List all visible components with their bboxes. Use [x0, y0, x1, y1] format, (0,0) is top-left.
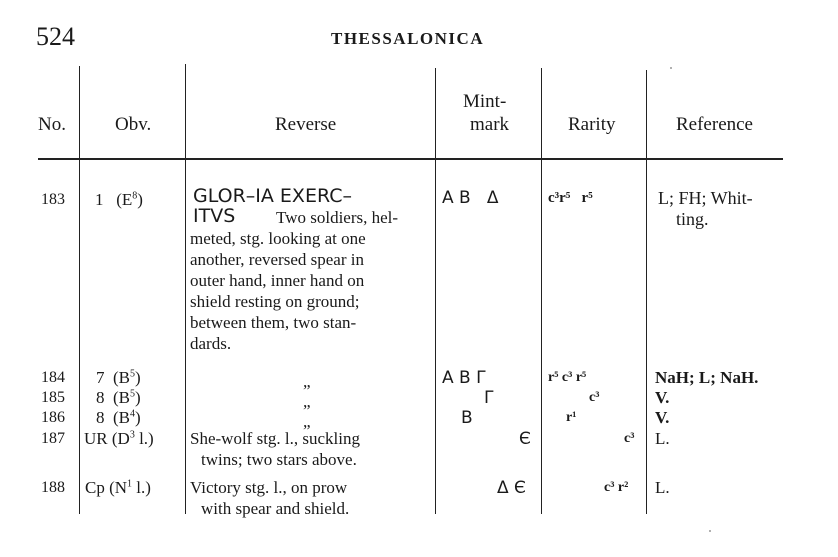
- row-186-no: 186: [41, 409, 65, 426]
- obv-number: 7: [96, 368, 105, 387]
- row-188-obv: [85, 478, 151, 499]
- column-rule: [541, 68, 542, 514]
- row-187-reverse-line: twins; two stars above.: [201, 450, 357, 469]
- row-186-mintmark: B: [461, 408, 473, 428]
- header-rarity: Rarity: [568, 114, 616, 135]
- row-183-reference-1: L; FH; Whit-: [658, 188, 753, 208]
- row-184-mintmark: A B Γ: [442, 368, 486, 388]
- column-rule: [435, 68, 436, 514]
- row-187-rarity: c³: [624, 431, 635, 446]
- obv-close: l.): [132, 478, 151, 497]
- row-184-obv: [96, 368, 141, 389]
- row-183-reverse-line: Two soldiers, hel-: [276, 208, 399, 227]
- obv-bust-sup: 1: [127, 478, 133, 490]
- running-head: THESSALONICA: [331, 29, 485, 48]
- obv-bust: (E: [116, 190, 133, 209]
- obv-bust: (B: [113, 368, 130, 387]
- row-185-rarity: c³: [589, 390, 600, 405]
- header-mint-line1: Mint-: [463, 91, 507, 112]
- row-184-rarity: r⁵ c³ r⁵: [548, 370, 587, 385]
- header-reverse: Reverse: [275, 114, 337, 135]
- row-183-reverse-line: dards.: [190, 334, 232, 353]
- obv-bust: (B: [113, 388, 130, 407]
- row-188-rarity: c³ r²: [604, 480, 629, 495]
- row-183-reverse-line: another, reversed spear in: [190, 250, 364, 269]
- row-188-reference: L.: [655, 478, 670, 497]
- row-183-rarity: c³r⁵ r⁵: [548, 190, 593, 206]
- obv-bust: (N: [109, 478, 128, 497]
- obv-number: Cp: [85, 478, 105, 497]
- row-188-reverse-line: with spear and shield.: [201, 499, 350, 518]
- row-183-no: 183: [41, 191, 65, 208]
- obv-bust: (B: [113, 408, 130, 427]
- obv-bust-sup: 5: [130, 368, 135, 380]
- row-187-mintmark: Є: [519, 429, 531, 449]
- row-186-reverse-ditto: „: [303, 412, 311, 431]
- row-185-reference: V.: [655, 388, 670, 407]
- row-184-reference: NaH; L; NaH.: [655, 368, 759, 387]
- row-185-mintmark: Γ: [484, 388, 494, 408]
- row-183-reverse-line: between them, two stan-: [190, 313, 357, 332]
- row-183-mintmark: A B Δ: [442, 188, 499, 208]
- row-188-reverse-line: Victory stg. l., on prow: [190, 478, 348, 497]
- row-188-mintmark: Δ Є: [497, 478, 526, 498]
- row-188-no: 188: [41, 479, 65, 496]
- row-187-obv: [84, 429, 154, 450]
- row-184-reverse-ditto: „: [303, 372, 311, 391]
- row-186-rarity: r¹: [566, 410, 577, 425]
- row-183-reverse-line: outer hand, inner hand on: [190, 271, 365, 290]
- header-no: No.: [38, 114, 66, 135]
- row-183-reference-2: ting.: [676, 209, 709, 229]
- column-rule: [646, 70, 647, 514]
- obv-close: ): [135, 408, 141, 427]
- header-reference: Reference: [676, 114, 753, 135]
- row-187-reference: L.: [655, 429, 670, 448]
- obv-close: ): [135, 388, 141, 407]
- obv-bust-sup: 4: [130, 408, 135, 420]
- obv-number: 8: [96, 408, 105, 427]
- obv-number: 8: [96, 388, 105, 407]
- row-185-no: 185: [41, 389, 65, 406]
- row-183-reverse-legend-2: ITVS: [193, 205, 236, 227]
- row-183-reverse-legend-1: GLOR–IA EXERC–: [193, 185, 352, 207]
- row-184-no: 184: [41, 369, 65, 386]
- page-number: 524: [36, 22, 75, 51]
- row-186-reference: V.: [655, 408, 670, 427]
- scan-speck: [670, 67, 672, 69]
- row-187-reverse-line: She-wolf stg. l., suckling: [190, 429, 360, 448]
- header-rule: [38, 158, 783, 160]
- row-183-reverse-line: shield resting on ground;: [190, 292, 360, 311]
- scan-speck: [709, 530, 711, 532]
- row-183-obv: [95, 190, 143, 211]
- header-mint-line2: mark: [470, 114, 510, 135]
- obv-close: ): [137, 190, 143, 209]
- row-186-obv: [96, 408, 141, 429]
- obv-number: UR: [84, 429, 108, 448]
- obv-bust-sup: 5: [130, 388, 135, 400]
- obv-close: l.): [134, 429, 154, 448]
- row-185-obv: [96, 388, 141, 409]
- obv-number: 1: [95, 190, 104, 209]
- obv-close: ): [135, 368, 141, 387]
- column-rule: [185, 64, 186, 514]
- obv-bust-sup: 3: [129, 429, 135, 441]
- header-obv: Obv.: [115, 114, 152, 135]
- row-187-no: 187: [41, 430, 65, 447]
- row-183-reverse-line: meted, stg. looking at one: [190, 229, 366, 248]
- obv-bust-sup: 8: [132, 190, 138, 202]
- row-185-reverse-ditto: „: [303, 392, 311, 411]
- column-rule: [79, 66, 80, 514]
- obv-bust: (D: [111, 429, 130, 448]
